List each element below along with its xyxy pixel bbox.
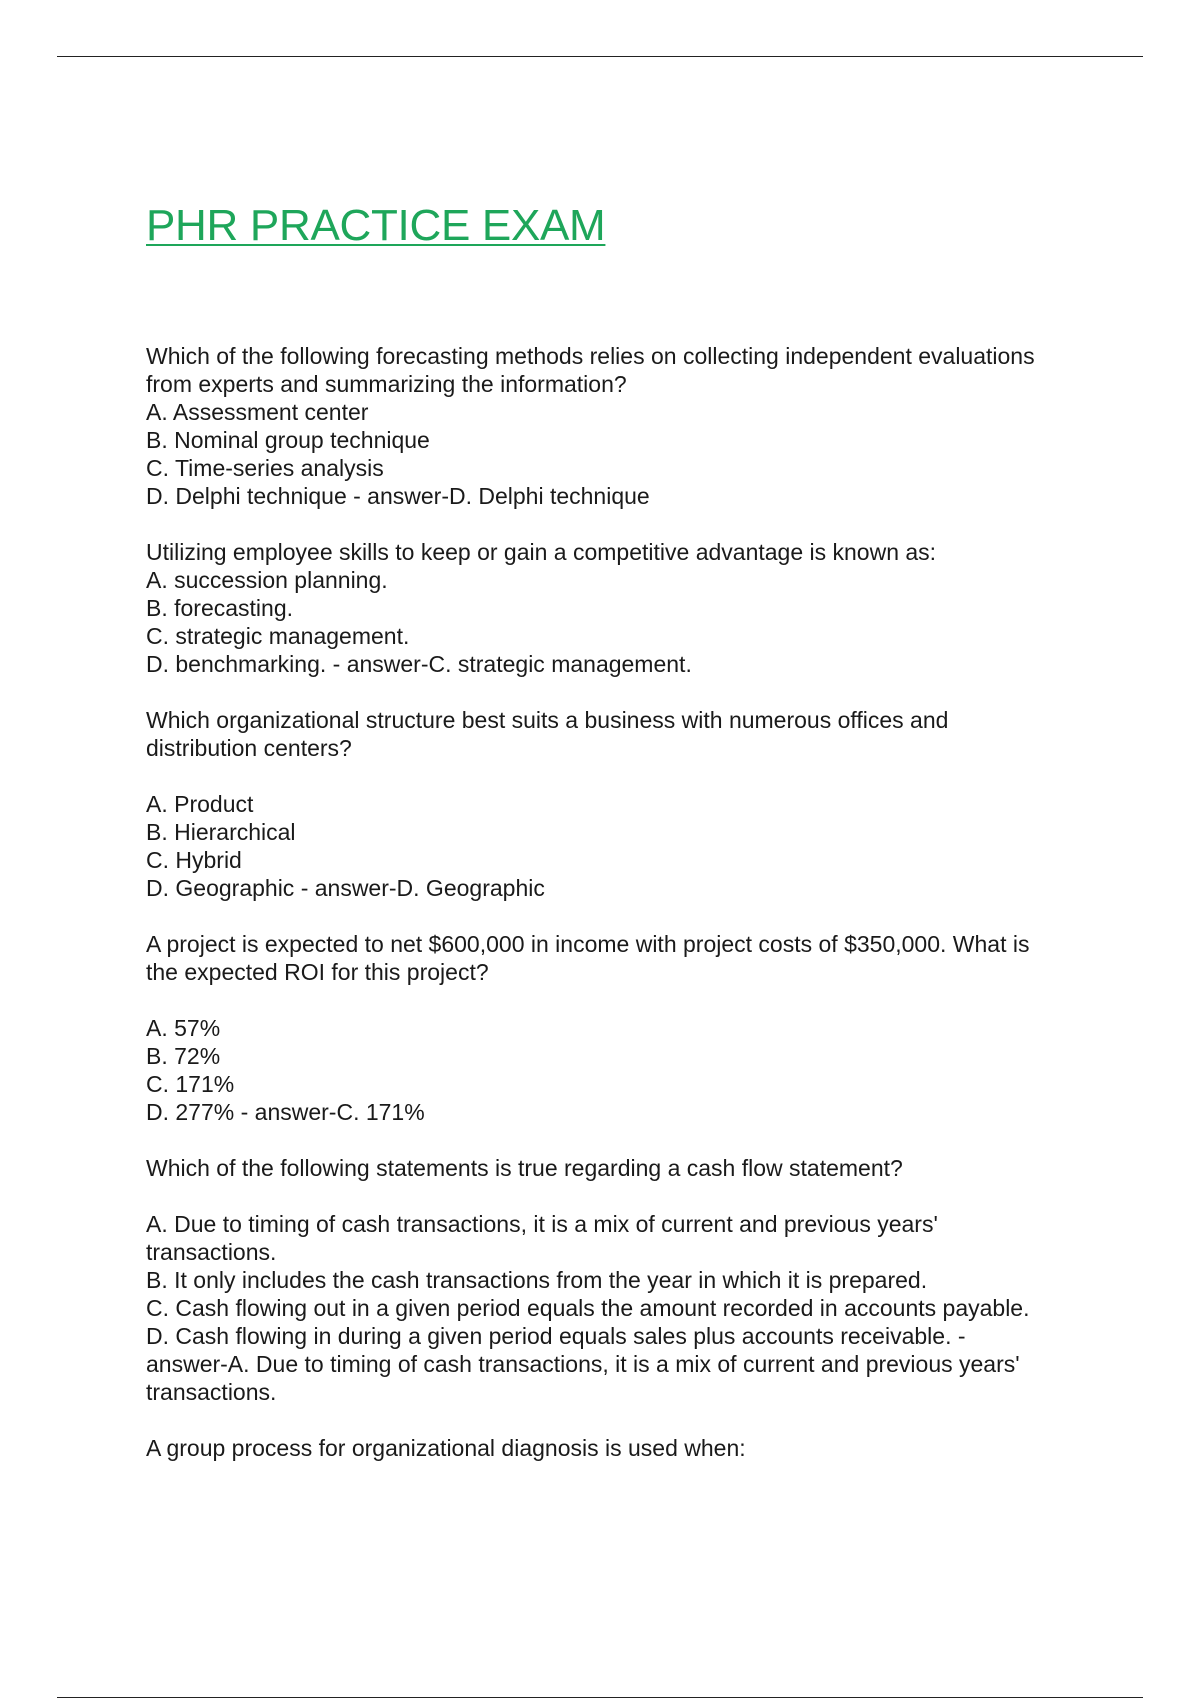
answer-option: B. Hierarchical — [146, 819, 296, 845]
bottom-rule — [57, 1697, 1143, 1698]
answer-option: C. Cash flowing out in a given period equals the amount recorded in accounts payable. — [146, 1295, 1030, 1321]
spacer — [146, 762, 1086, 790]
spacer — [146, 986, 1086, 1014]
answer-option: B. It only includes the cash transactions from the year in which it is prepared. — [146, 1267, 928, 1293]
answer-option: A. Assessment center — [146, 399, 369, 425]
question-text: Which of the following forecasting methods relies on collecting independent evaluations — [146, 343, 1035, 369]
answer-option: answer-A. Due to timing of cash transactions, it is a mix of current and previous years' — [146, 1351, 1020, 1377]
question-block-6 — [146, 1434, 1086, 1462]
answer-option: C. 171% — [146, 1071, 235, 1097]
page-title: PHR PRACTICE EXAM — [146, 201, 606, 250]
answer-option: A. Product — [146, 791, 254, 817]
question-text: A project is expected to net $600,000 in income with project costs of $350,000. What is — [146, 931, 1030, 957]
question-text: from experts and summarizing the information? — [146, 371, 627, 397]
answer-option: transactions. — [146, 1379, 277, 1405]
answer-option: B. 72% — [146, 1043, 221, 1069]
question-text: A group process for organizational diagnosis is used when: — [146, 1435, 746, 1461]
answer-option: A. Due to timing of cash transactions, it is a mix of current and previous years' — [146, 1211, 938, 1237]
answer-option: D. Geographic - answer-D. Geographic — [146, 875, 545, 901]
question-block-5 — [146, 1154, 1086, 1406]
answer-option: A. 57% — [146, 1015, 221, 1041]
spacer — [146, 1182, 1086, 1210]
answer-option: D. Delphi technique - answer-D. Delphi technique — [146, 483, 650, 509]
question-text: Which organizational structure best suits a business with numerous offices and — [146, 707, 949, 733]
question-block-1 — [146, 342, 1086, 510]
answer-option: D. Cash flowing in during a given period equals sales plus accounts receivable. - — [146, 1323, 966, 1349]
answer-option: C. Time-series analysis — [146, 455, 384, 481]
question-text: Which of the following statements is true regarding a cash flow statement? — [146, 1155, 903, 1181]
answer-option: C. Hybrid — [146, 847, 242, 873]
document-body — [146, 196, 1086, 1490]
answer-option: D. benchmarking. - answer-C. strategic management. — [146, 651, 692, 677]
question-text: Utilizing employee skills to keep or gain a competitive advantage is known as: — [146, 539, 937, 565]
answer-option: C. strategic management. — [146, 623, 410, 649]
question-block-3 — [146, 706, 1086, 902]
question-text: distribution centers? — [146, 735, 352, 761]
top-rule — [57, 56, 1143, 57]
answer-option: B. forecasting. — [146, 595, 294, 621]
answer-option: D. 277% - answer-C. 171% — [146, 1099, 425, 1125]
question-block-2 — [146, 538, 1086, 678]
question-block-4 — [146, 930, 1086, 1126]
answer-option: A. succession planning. — [146, 567, 388, 593]
answer-option: transactions. — [146, 1239, 277, 1265]
answer-option: B. Nominal group technique — [146, 427, 430, 453]
question-text: the expected ROI for this project? — [146, 959, 489, 985]
